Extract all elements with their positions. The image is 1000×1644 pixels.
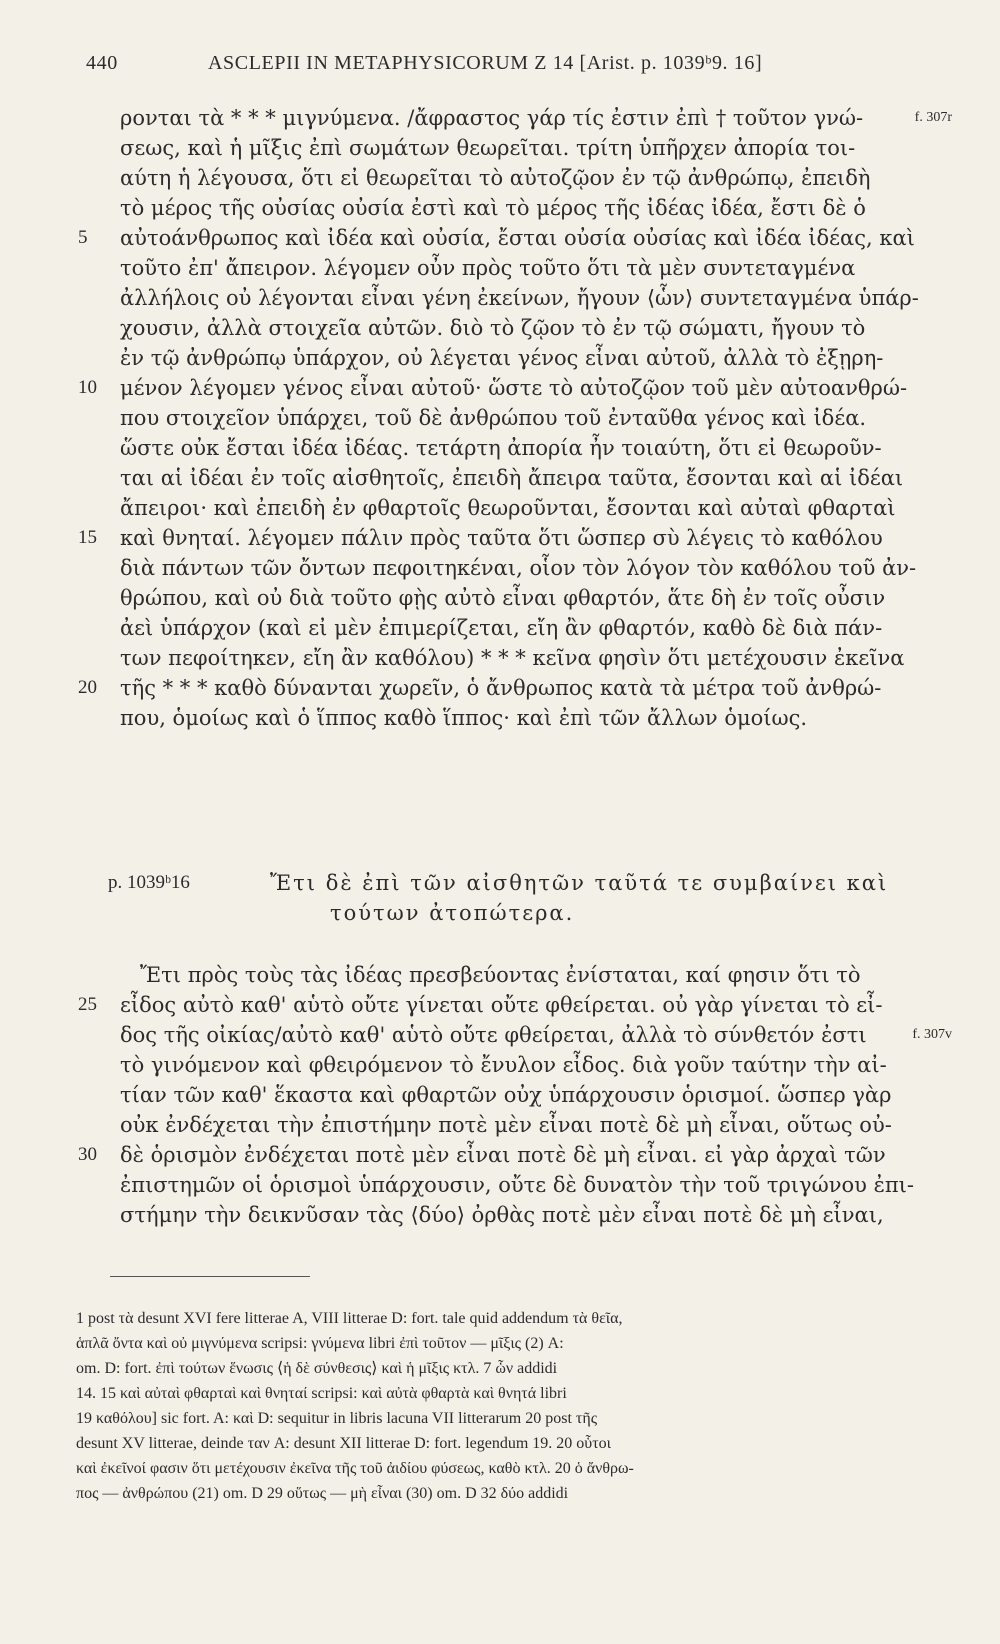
- footnote-line: 14. 15 καὶ αὐταὶ φθαρταὶ καὶ θνηταί scripsi: καὶ αὐτὰ φθαρτὰ καὶ θνητά libri: [76, 1385, 567, 1402]
- text-line: σεως, καὶ ἡ μῖξις ἐπὶ σωμάτων θεωρεῖται. τρίτη ὑπῆρχεν ἀπορία τοι-: [120, 136, 856, 160]
- text-line: τὸ γινόμενον καὶ φθειρόμενον τὸ ἔνυλον εἶδος. διὰ γοῦν ταύτην τὴν αἰ-: [120, 1053, 887, 1077]
- running-title: ASCLEPII IN METAPHYSICORUM Z 14 [Arist. p. 1039ᵇ9. 16]: [208, 52, 763, 74]
- folio-reference: f. 307v: [912, 1027, 952, 1042]
- line-number: 30: [78, 1144, 97, 1165]
- text-line: ἐπιστημῶν οἱ ὁρισμοὶ ὑπάρχουσιν, οὔτε δὲ δυνατὸν τὴν τοῦ τριγώνου ἐπι-: [120, 1173, 914, 1197]
- text-line: αύτη ἡ λέγουσα, ὅτι εἰ θεωρεῖται τὸ αὐτοζῷον ἐν τῷ ἀνθρώπῳ, ἐπειδὴ: [120, 166, 871, 190]
- text-line: Ἔτι πρὸς τοὺς τὰς ἰδέας πρεσβεύοντας ἐνίσταται, καί φησιν ὅτι τὸ: [140, 963, 861, 987]
- text-line: αὐτοάνθρωπος καὶ ἰδέα καὶ οὐσία, ἔσται οὐσία οὐσίας καὶ ἰδέα ἰδέας, καὶ: [120, 226, 915, 250]
- text-line: διὰ πάντων τῶν ὄντων πεφοιτηκέναι, οἷον τὸν λόγον τὸν καθόλου τοῦ ἀν-: [120, 556, 917, 580]
- folio-reference: f. 307r: [914, 110, 952, 125]
- text-line: ἐν τῷ ἀνθρώπῳ ὑπάρχον, οὐ λέγεται γένος εἶναι αὐτοῦ, ἀλλὰ τὸ ἐξῃρη-: [120, 346, 884, 370]
- text-line: ἀεὶ ὑπάρχον (καὶ εἰ μὲν ἐπιμερίζεται, εἴη ἂν φθαρτόν, καθὸ δὲ διὰ πάν-: [120, 616, 883, 640]
- footnote-line: πος — ἀνθρώπου (21) om. D 29 οὕτως — μὴ εἶναι (30) om. D 32 δύο addidi: [76, 1485, 569, 1502]
- text-line: ρονται τὰ * * * μιγνύμενα. /ἄφραστος γάρ τίς ἐστιν ἐπὶ † τοῦτον γνώ-: [120, 106, 864, 130]
- footnote-line: καὶ ἐκεῖνοί φασιν ὅτι μετέχουσιν ἐκεῖνα τῆς τοῦ ἀιδίου φύσεως, καθὸ κτλ. 20 ὁ ἄνθρω-: [76, 1460, 634, 1477]
- footnote-rule: [110, 1276, 310, 1277]
- footnote-line: 19 καθόλου] sic fort. A: καὶ D: sequitur in libris lacuna VII litterarum 20 post τῆς: [76, 1410, 598, 1427]
- line-number: 20: [78, 677, 97, 698]
- lemma-text: τούτων ἀτοπώτερα.: [330, 901, 575, 925]
- text-line: που στοιχεῖον ὑπάρχει, τοῦ δὲ ἀνθρώπου τοῦ ἐνταῦθα γένος καὶ ἰδέα.: [120, 406, 867, 430]
- text-line: ται αἱ ἰδέαι ἐν τοῖς αἰσθητοῖς, ἐπειδὴ ἄπειρα ταῦτα, ἔσονται καὶ αἱ ἰδέαι: [120, 466, 904, 490]
- text-line: δὲ ὁρισμὸν ἐνδέχεται ποτὲ μὲν εἶναι ποτὲ δὲ μὴ εἶναι. εἰ γὰρ ἀρχαὶ τῶν: [120, 1143, 886, 1167]
- footnote-line: om. D: fort. ἐπὶ τούτων ἕνωσις ⟨ἡ δὲ σύνθεσις⟩ καὶ ἡ μῖξις κτλ. 7 ὧν addidi: [76, 1360, 558, 1377]
- text-line: ἀλλήλοις οὐ λέγονται εἶναι γένη ἐκείνων, ἤγουν ⟨ὧν⟩ συντεταγμένα ὑπάρ-: [120, 286, 919, 310]
- footnote-line: desunt XV litterae, deinde ταν A: desunt XII litterae D: fort. legendum 19. 20 οὗτοι: [76, 1435, 611, 1452]
- line-number: 10: [78, 377, 97, 398]
- text-line: καὶ θνηταί. λέγομεν πάλιν πρὸς ταῦτα ὅτι ὥσπερ σὺ λέγεις τὸ καθόλου: [120, 526, 883, 550]
- text-line: στήμην τὴν δεικνῦσαν τὰς ⟨δύο⟩ ὀρθὰς ποτὲ μὲν εἶναι ποτὲ δὲ μὴ εἶναι,: [120, 1203, 884, 1227]
- line-number: 5: [78, 227, 88, 248]
- lemma-reference: p. 1039ᵇ16: [108, 872, 190, 893]
- text-line: δος τῆς οἰκίας/αὐτὸ καθ' αὑτὸ οὔτε φθείρεται, ἀλλὰ τὸ σύνθετόν ἐστι: [120, 1023, 867, 1047]
- page-number: 440: [86, 52, 118, 74]
- text-line: τῆς * * * καθὸ δύνανται χωρεῖν, ὁ ἄνθρωπος κατὰ τὰ μέτρα τοῦ ἀνθρώ-: [120, 676, 882, 700]
- text-line: των πεφοίτηκεν, εἴη ἂν καθόλου) * * * κεῖνα φησὶν ὅτι μετέχουσιν ἐκεῖνα: [120, 646, 905, 670]
- text-line: ἄπειροι· καὶ ἐπειδὴ ἐν φθαρτοῖς θεωροῦνται, ἔσονται καὶ αὐταὶ φθαρταὶ: [120, 496, 896, 520]
- text-line: χουσιν, ἀλλὰ στοιχεῖα αὐτῶν. διὸ τὸ ζῷον τὸ ἐν τῷ σώματι, ἤγουν τὸ: [120, 316, 866, 340]
- footnote-line: ἁπλᾶ ὄντα καὶ οὐ μιγνύμενα scripsi: γνύμενα libri ἐπὶ τοῦτον — μῖξις (2) A:: [76, 1335, 564, 1352]
- lemma-text: Ἔτι δὲ ἐπὶ τῶν αἰσθητῶν ταῦτά τε συμβαίνει καὶ: [270, 871, 889, 895]
- line-number: 25: [78, 994, 97, 1015]
- footnote-line: 1 post τὰ desunt XVI fere litterae A, VIII litterae D: fort. tale quid addendum τὰ θεῖα,: [76, 1310, 623, 1327]
- text-line: τίαν τῶν καθ' ἕκαστα καὶ φθαρτῶν οὐχ ὑπάρχουσιν ὁρισμοί. ὥσπερ γὰρ: [120, 1083, 892, 1107]
- text-line: τοῦτο ἐπ' ἄπειρον. λέγομεν οὖν πρὸς τοῦτο ὅτι τὰ μὲν συντεταγμένα: [120, 256, 856, 280]
- text-line: θρώπου, καὶ οὐ διὰ τοῦτο φῂς αὐτὸ εἶναι φθαρτόν, ἅτε δὴ ἐν τοῖς οὖσιν: [120, 586, 886, 610]
- text-line: εἶδος αὐτὸ καθ' αὑτὸ οὔτε γίνεται οὔτε φθείρεται. οὐ γὰρ γίνεται τὸ εἶ-: [120, 993, 883, 1017]
- line-number: 15: [78, 527, 97, 548]
- running-header: [86, 52, 876, 82]
- text-line: μένον λέγομεν γένος εἶναι αὐτοῦ· ὥστε τὸ αὐτοζῷον τοῦ μὲν αὐτοανθρώ-: [120, 376, 908, 400]
- text-line: τὸ μέρος τῆς οὐσίας οὐσία ἐστὶ καὶ τὸ μέρος τῆς ἰδέας ἰδέα, ἔστι δὲ ὁ: [120, 196, 866, 220]
- text-line: οὐκ ἐνδέχεται τὴν ἐπιστήμην ποτὲ μὲν εἶναι ποτὲ δὲ μὴ εἶναι, οὕτως οὐ-: [120, 1113, 892, 1137]
- text-line: που, ὁμοίως καὶ ὁ ἵππος καθὸ ἵππος· καὶ ἐπὶ τῶν ἄλλων ὁμοίως.: [120, 706, 808, 730]
- text-line: ὥστε οὐκ ἔσται ἰδέα ἰδέας. τετάρτη ἀπορία ἦν τοιαύτη, ὅτι εἰ θεωροῦν-: [120, 436, 882, 460]
